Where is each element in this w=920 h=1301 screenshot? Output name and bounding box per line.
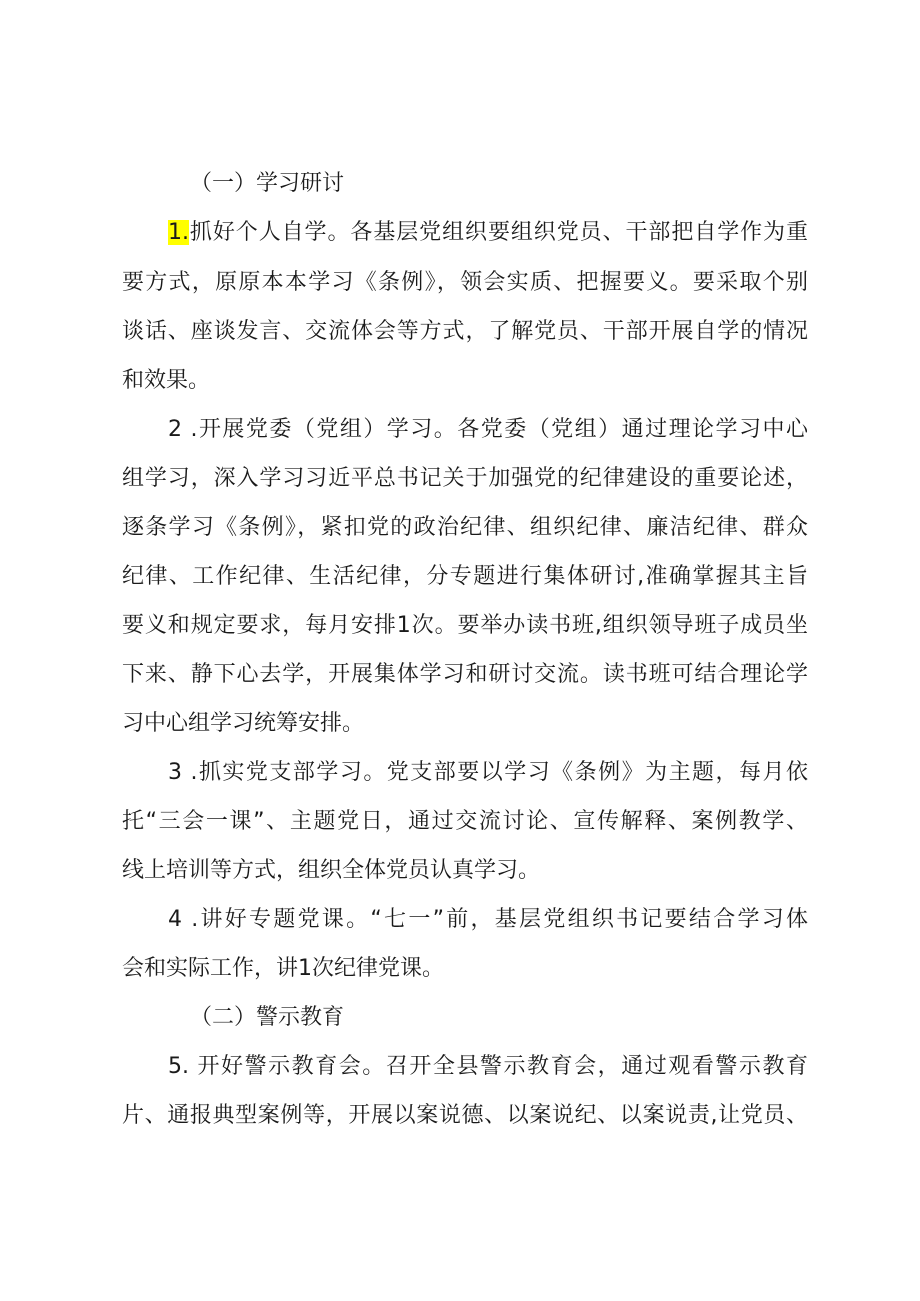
paragraph-1-line-3: 谈话、座谈发言、交流体会等方式，了解党员、干部开展自学的情况: [122, 319, 808, 344]
paragraph-2-line-1: 2 .开展党委（党组）学习。各党委（党组）通过理论学习中心: [168, 417, 808, 442]
paragraph-5-line-1: 5. 开好警示教育会。召开全县警示教育会，通过观看警示教育: [168, 1054, 808, 1079]
paragraph-1-line-1-text: 抓好个人自学。各基层党组织要组织党员、干部把自学作为重: [189, 220, 808, 245]
paragraph-3-line-2: 托“三会一课”、主题党日，通过交流讨论、宣传解释、案例教学、: [122, 809, 808, 834]
section-heading-warning: （二）警示教育: [190, 1005, 345, 1030]
paragraph-1-line-2: 要方式，原原本本学习《条例》，领会实质、把握要义。要采取个别: [122, 270, 808, 295]
paragraph-2-line-5: 要义和规定要求，每月安排1次。要举办读书班,组织领导班子成员坐: [122, 613, 808, 638]
paragraph-1-line-1: [168, 215, 808, 251]
paragraph-2-line-3: 逐条学习《条例》，紧扣党的政治纪律、组织纪律、廉洁纪律、群众: [122, 515, 808, 540]
paragraph-2-line-7: 习中心组学习统筹安排。: [122, 711, 365, 736]
paragraph-3-line-3: 线上培训等方式，组织全体党员认真学习。: [122, 858, 541, 883]
paragraph-2-line-6: 下来、静下心去学，开展集体学习和研讨交流。读书班可结合理论学: [122, 662, 808, 687]
paragraph-1-line-4: 和效果。: [122, 368, 211, 393]
paragraph-4-line-2: 会和实际工作，讲1次纪律党课。: [122, 956, 444, 981]
paragraph-2-line-4: 纪律、工作纪律、生活纪律，分专题进行集体研讨,准确掌握其主旨: [122, 564, 808, 589]
highlighted-item-number: 1.: [168, 220, 189, 245]
paragraph-4-line-1: 4 .讲好专题党课。“七一”前，基层党组织书记要结合学习体: [168, 907, 808, 932]
paragraph-2-line-2: 组学习，深入学习习近平总书记关于加强党的纪律建设的重要论述，: [122, 466, 808, 491]
paragraph-3-line-1: 3 .抓实党支部学习。党支部要以学习《条例》为主题，每月依: [168, 760, 808, 785]
paragraph-5-line-2: 片、通报典型案例等，开展以案说德、以案说纪、以案说责,让党员、: [122, 1103, 808, 1128]
section-heading-study: （一）学习研讨: [190, 171, 345, 196]
